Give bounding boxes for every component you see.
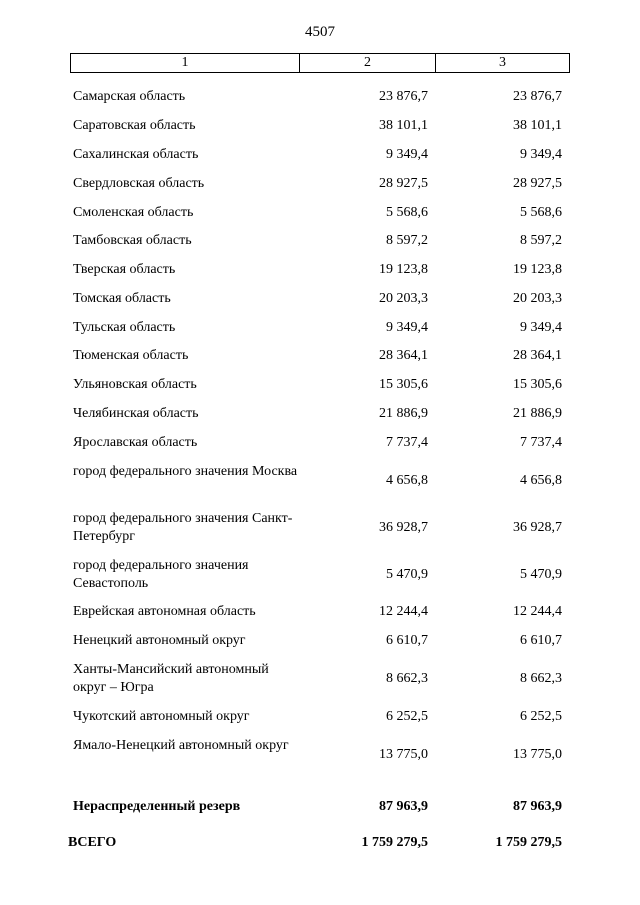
value-col-2: 12 244,4: [379, 604, 428, 619]
region-name: Еврейская автономная область: [73, 604, 256, 619]
value-col-3: 5 568,6: [520, 205, 562, 220]
value-col-3: 9 349,4: [520, 320, 562, 335]
table-row: [0, 261, 640, 281]
value-col-2: 5 568,6: [386, 205, 428, 220]
region-name: Ямало-Ненецкий автономный округ: [73, 738, 289, 753]
value-col-3: 6 252,5: [520, 709, 562, 724]
region-name: Тверская область: [73, 262, 176, 277]
value-col-3: 36 928,7: [513, 520, 562, 535]
value-col-2: 7 737,4: [386, 435, 428, 450]
table-row: [0, 347, 640, 367]
table-row: [0, 661, 640, 695]
value-col-3: 9 349,4: [520, 147, 562, 162]
table-row: [0, 88, 640, 108]
table-row: [0, 290, 640, 310]
header-col-2: 2: [300, 54, 436, 72]
table-row: [0, 117, 640, 137]
region-name: Самарская область: [73, 89, 186, 104]
region-name: Челябинская область: [73, 406, 199, 421]
value-col-2: 9 349,4: [386, 320, 428, 335]
region-name: Тюменская область: [73, 348, 189, 363]
value-col-3: 5 470,9: [520, 567, 562, 582]
value-col-3: 28 364,1: [513, 348, 562, 363]
region-name: Ханты-Мансийский автономный округ – Югра: [73, 662, 269, 695]
region-name: Тамбовская область: [73, 233, 192, 248]
header-col-3: 3: [499, 55, 506, 70]
table-row: [0, 405, 640, 425]
reserve-row: [0, 798, 640, 818]
region-name: Чукотский автономный округ: [73, 709, 250, 724]
region-name: Ульяновская область: [73, 377, 197, 392]
value-col-3: 20 203,3: [513, 291, 562, 306]
value-col-3: 8 662,3: [520, 671, 562, 686]
reserve-label: Нераспределенный резерв: [73, 799, 241, 814]
table-row: [0, 603, 640, 623]
region-name: Смоленская область: [73, 205, 194, 220]
value-col-3: 6 610,7: [520, 633, 562, 648]
table-row: [0, 510, 640, 544]
value-col-2: 9 349,4: [386, 147, 428, 162]
value-col-2: 8 662,3: [386, 671, 428, 686]
region-name: Ненецкий автономный округ: [73, 633, 246, 648]
region-name: Свердловская область: [73, 176, 205, 191]
value-col-2: 36 928,7: [379, 520, 428, 535]
value-col-3: 13 775,0: [513, 747, 562, 762]
region-name: Томская область: [73, 291, 171, 306]
table-row: [0, 146, 640, 166]
value-col-2: 13 775,0: [379, 747, 428, 762]
value-col-2: 5 470,9: [386, 567, 428, 582]
value-col-2: 23 876,7: [379, 89, 428, 104]
table-row: [0, 463, 640, 488]
table-row: [0, 557, 640, 591]
reserve-value-col-2: 87 963,9: [379, 799, 428, 814]
value-col-2: 19 123,8: [379, 262, 428, 277]
value-col-3: 15 305,6: [513, 377, 562, 392]
region-name: Тульская область: [73, 320, 176, 335]
region-name: Ярославская область: [73, 435, 198, 450]
table-row: [0, 376, 640, 396]
value-col-3: 21 886,9: [513, 406, 562, 421]
value-col-3: 23 876,7: [513, 89, 562, 104]
region-name: Саратовская область: [73, 118, 196, 133]
region-name: Сахалинская область: [73, 147, 199, 162]
value-col-2: 4 656,8: [386, 473, 428, 488]
reserve-value-col-3: 87 963,9: [513, 799, 562, 814]
value-col-3: 4 656,8: [520, 473, 562, 488]
value-col-2: 28 927,5: [379, 176, 428, 191]
value-col-3: 8 597,2: [520, 233, 562, 248]
value-col-2: 28 364,1: [379, 348, 428, 363]
value-col-2: 38 101,1: [379, 118, 428, 133]
table-row: [0, 434, 640, 454]
value-col-2: 6 610,7: [386, 633, 428, 648]
total-value-col-3: 1 759 279,5: [495, 835, 562, 850]
value-col-2: 6 252,5: [386, 709, 428, 724]
table-row: [0, 204, 640, 224]
table-row: [0, 319, 640, 339]
value-col-3: 12 244,4: [513, 604, 562, 619]
table-row: [0, 232, 640, 252]
value-col-2: 21 886,9: [379, 406, 428, 421]
value-col-3: 19 123,8: [513, 262, 562, 277]
value-col-3: 28 927,5: [513, 176, 562, 191]
value-col-3: 7 737,4: [520, 435, 562, 450]
total-value-col-2: 1 759 279,5: [361, 835, 428, 850]
table-row: [0, 175, 640, 195]
value-col-2: 8 597,2: [386, 233, 428, 248]
total-label: ВСЕГО: [68, 835, 117, 850]
table-row: [0, 708, 640, 728]
total-row: [0, 834, 640, 854]
region-name: город федерального значения Москва: [73, 464, 298, 479]
header-col-1: 1: [71, 54, 300, 72]
value-col-3: 38 101,1: [513, 118, 562, 133]
table-header: [70, 53, 570, 73]
region-name: город федерального значения Санкт-Петербург: [73, 511, 293, 544]
value-col-2: 15 305,6: [379, 377, 428, 392]
table-row: [0, 632, 640, 652]
value-col-2: 20 203,3: [379, 291, 428, 306]
page-number: 4507: [305, 24, 335, 40]
region-name: город федерального значения Севастополь: [73, 558, 249, 591]
table-row: [0, 737, 640, 762]
